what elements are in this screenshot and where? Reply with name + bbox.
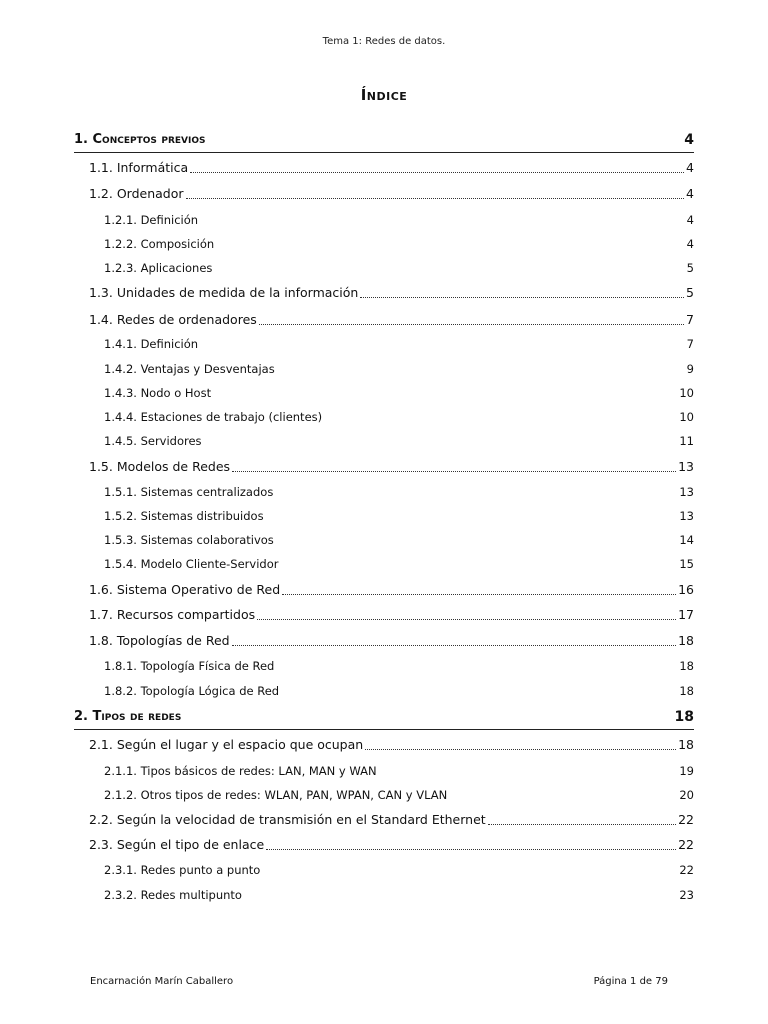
toc-entry-label: 2.1.2. Otros tipos de redes: WLAN, PAN, WPAN, CAN y VLAN xyxy=(104,788,448,802)
toc-entry-page: 7 xyxy=(686,337,694,351)
toc-entry-label: 2. Tipos de redes xyxy=(74,709,182,724)
toc-entry-level-3[interactable] xyxy=(104,683,694,699)
toc-entry-page: 15 xyxy=(679,557,694,571)
toc-entry-level-3[interactable] xyxy=(104,212,694,228)
toc-entry-label: 1.3. Unidades de medida de la información xyxy=(89,285,359,300)
dot-leader xyxy=(232,470,676,472)
toc-entry-page: 10 xyxy=(679,410,694,424)
toc-entry-page: 10 xyxy=(679,386,694,400)
dot-leader xyxy=(190,171,684,173)
toc-entry-label: 1.7. Recursos compartidos xyxy=(89,607,256,622)
toc-entry-level-3[interactable] xyxy=(104,361,694,377)
toc-entry-page: 17 xyxy=(678,607,694,622)
toc-entry-label: 1.2.3. Aplicaciones xyxy=(104,261,213,275)
toc-entry-level-3[interactable] xyxy=(104,763,694,779)
toc-entry-page: 4 xyxy=(686,186,694,201)
toc-entry-page: 7 xyxy=(686,312,694,327)
toc-entry-page: 4 xyxy=(686,160,694,175)
footer-page-number: Página 1 de 79 xyxy=(593,976,668,987)
toc-entry-page: 4 xyxy=(684,132,694,148)
toc-entry-level-2[interactable] xyxy=(89,186,694,202)
section-rule xyxy=(74,729,694,730)
toc-entry-level-3[interactable] xyxy=(104,385,694,401)
toc-entry-level-3[interactable] xyxy=(104,336,694,352)
toc-entry-page: 22 xyxy=(678,837,694,852)
toc-entry-label: 1.8. Topologías de Red xyxy=(89,633,230,648)
toc-entry-label: 1. Conceptos previos xyxy=(74,132,206,147)
toc-entry-level-3[interactable] xyxy=(104,787,694,803)
toc-entry-level-2[interactable] xyxy=(89,160,694,176)
toc-entry-label: 1.4.4. Estaciones de trabajo (clientes) xyxy=(104,410,323,424)
toc-entry-label: 1.6. Sistema Operativo de Red xyxy=(89,582,281,597)
toc-entry-label: 1.4.3. Nodo o Host xyxy=(104,386,212,400)
footer-author: Encarnación Marín Caballero xyxy=(90,976,234,987)
toc-entry-level-3[interactable] xyxy=(104,484,694,500)
dot-leader xyxy=(259,323,684,325)
toc-entry-page: 23 xyxy=(679,888,694,902)
toc-entry-label: 1.2. Ordenador xyxy=(89,186,184,201)
toc-entry-label: 2.1.1. Tipos básicos de redes: LAN, MAN y WAN xyxy=(104,764,377,778)
toc-entry-level-3[interactable] xyxy=(104,236,694,252)
toc-entry-level-2[interactable] xyxy=(89,582,694,598)
toc-entry-label: 1.8.1. Topología Física de Red xyxy=(104,659,275,673)
toc-entry-page: 5 xyxy=(686,285,694,300)
toc-entry-level-2[interactable] xyxy=(89,633,694,649)
toc-entry-page: 9 xyxy=(686,362,694,376)
toc-entry-label: 2.2. Según la velocidad de transmisión en el Standard Ethernet xyxy=(89,812,486,827)
toc-entry-label: 1.5.1. Sistemas centralizados xyxy=(104,485,274,499)
toc-entry-label: 1.4.2. Ventajas y Desventajas xyxy=(104,362,275,376)
toc-entry-level-3[interactable] xyxy=(104,409,694,425)
toc-entry-page: 18 xyxy=(674,709,694,725)
toc-entry-page: 11 xyxy=(679,434,694,448)
toc-entry-page: 4 xyxy=(686,213,694,227)
toc-entry-page: 13 xyxy=(679,509,694,523)
toc-entry-label: 2.1. Según el lugar y el espacio que ocupan xyxy=(89,737,364,752)
toc-entry-label: 1.2.1. Definición xyxy=(104,213,199,227)
toc-entry-label: 1.2.2. Composición xyxy=(104,237,215,251)
toc-entry-level-2[interactable] xyxy=(89,837,694,853)
toc-entry-page: 22 xyxy=(678,812,694,827)
toc-entry-page: 18 xyxy=(678,737,694,752)
dot-leader xyxy=(266,848,676,850)
index-title: Índice xyxy=(360,86,408,104)
toc-entry-label: 1.5.4. Modelo Cliente-Servidor xyxy=(104,557,279,571)
toc-entry-level-3[interactable] xyxy=(104,862,694,878)
toc-entry-page: 5 xyxy=(686,261,694,275)
toc-entry-label: 1.5.3. Sistemas colaborativos xyxy=(104,533,274,547)
toc-entry-label: 1.4. Redes de ordenadores xyxy=(89,312,257,327)
toc-entry-level-3[interactable] xyxy=(104,887,694,903)
toc-entry-page: 4 xyxy=(686,237,694,251)
toc-entry-label: 1.5. Modelos de Redes xyxy=(89,459,231,474)
section-rule xyxy=(74,152,694,153)
toc-entry-page: 18 xyxy=(679,659,694,673)
dot-leader xyxy=(365,748,676,750)
running-header: Tema 1: Redes de datos. xyxy=(322,36,446,47)
dot-leader xyxy=(488,823,676,825)
toc-entry-page: 22 xyxy=(679,863,694,877)
toc-entry-page: 18 xyxy=(679,684,694,698)
toc-entry-level-3[interactable] xyxy=(104,508,694,524)
toc-entry-level-1[interactable] xyxy=(74,709,694,725)
toc-entry-level-3[interactable] xyxy=(104,556,694,572)
toc-entry-label: 1.5.2. Sistemas distribuidos xyxy=(104,509,264,523)
dot-leader xyxy=(257,618,676,620)
toc-entry-label: 1.4.1. Definición xyxy=(104,337,199,351)
toc-entry-label: 2.3.2. Redes multipunto xyxy=(104,888,242,902)
toc-entry-level-2[interactable] xyxy=(89,312,694,328)
toc-entry-level-2[interactable] xyxy=(89,607,694,623)
toc-entry-level-2[interactable] xyxy=(89,285,694,301)
toc-entry-page: 13 xyxy=(678,459,694,474)
dot-leader xyxy=(232,644,677,646)
toc-entry-label: 1.4.5. Servidores xyxy=(104,434,202,448)
toc-entry-level-2[interactable] xyxy=(89,459,694,475)
toc-entry-page: 14 xyxy=(679,533,694,547)
toc-entry-level-2[interactable] xyxy=(89,812,694,828)
toc-entry-label: 1.1. Informática xyxy=(89,160,189,175)
toc-entry-level-3[interactable] xyxy=(104,532,694,548)
dot-leader xyxy=(360,296,684,298)
toc-entry-label: 1.8.2. Topología Lógica de Red xyxy=(104,684,280,698)
toc-entry-page: 18 xyxy=(678,633,694,648)
toc-entry-level-3[interactable] xyxy=(104,260,694,276)
toc-entry-level-2[interactable] xyxy=(89,737,694,753)
toc-entry-page: 20 xyxy=(679,788,694,802)
toc-entry-page: 13 xyxy=(679,485,694,499)
dot-leader xyxy=(186,197,685,199)
toc-entry-label: 2.3.1. Redes punto a punto xyxy=(104,863,261,877)
dot-leader xyxy=(282,593,676,595)
toc-entry-page: 16 xyxy=(678,582,694,597)
toc-entry-level-1[interactable] xyxy=(74,132,694,148)
toc-entry-level-3[interactable] xyxy=(104,658,694,674)
toc-entry-label: 2.3. Según el tipo de enlace xyxy=(89,837,265,852)
toc-entry-page: 19 xyxy=(679,764,694,778)
toc-entry-level-3[interactable] xyxy=(104,433,694,449)
